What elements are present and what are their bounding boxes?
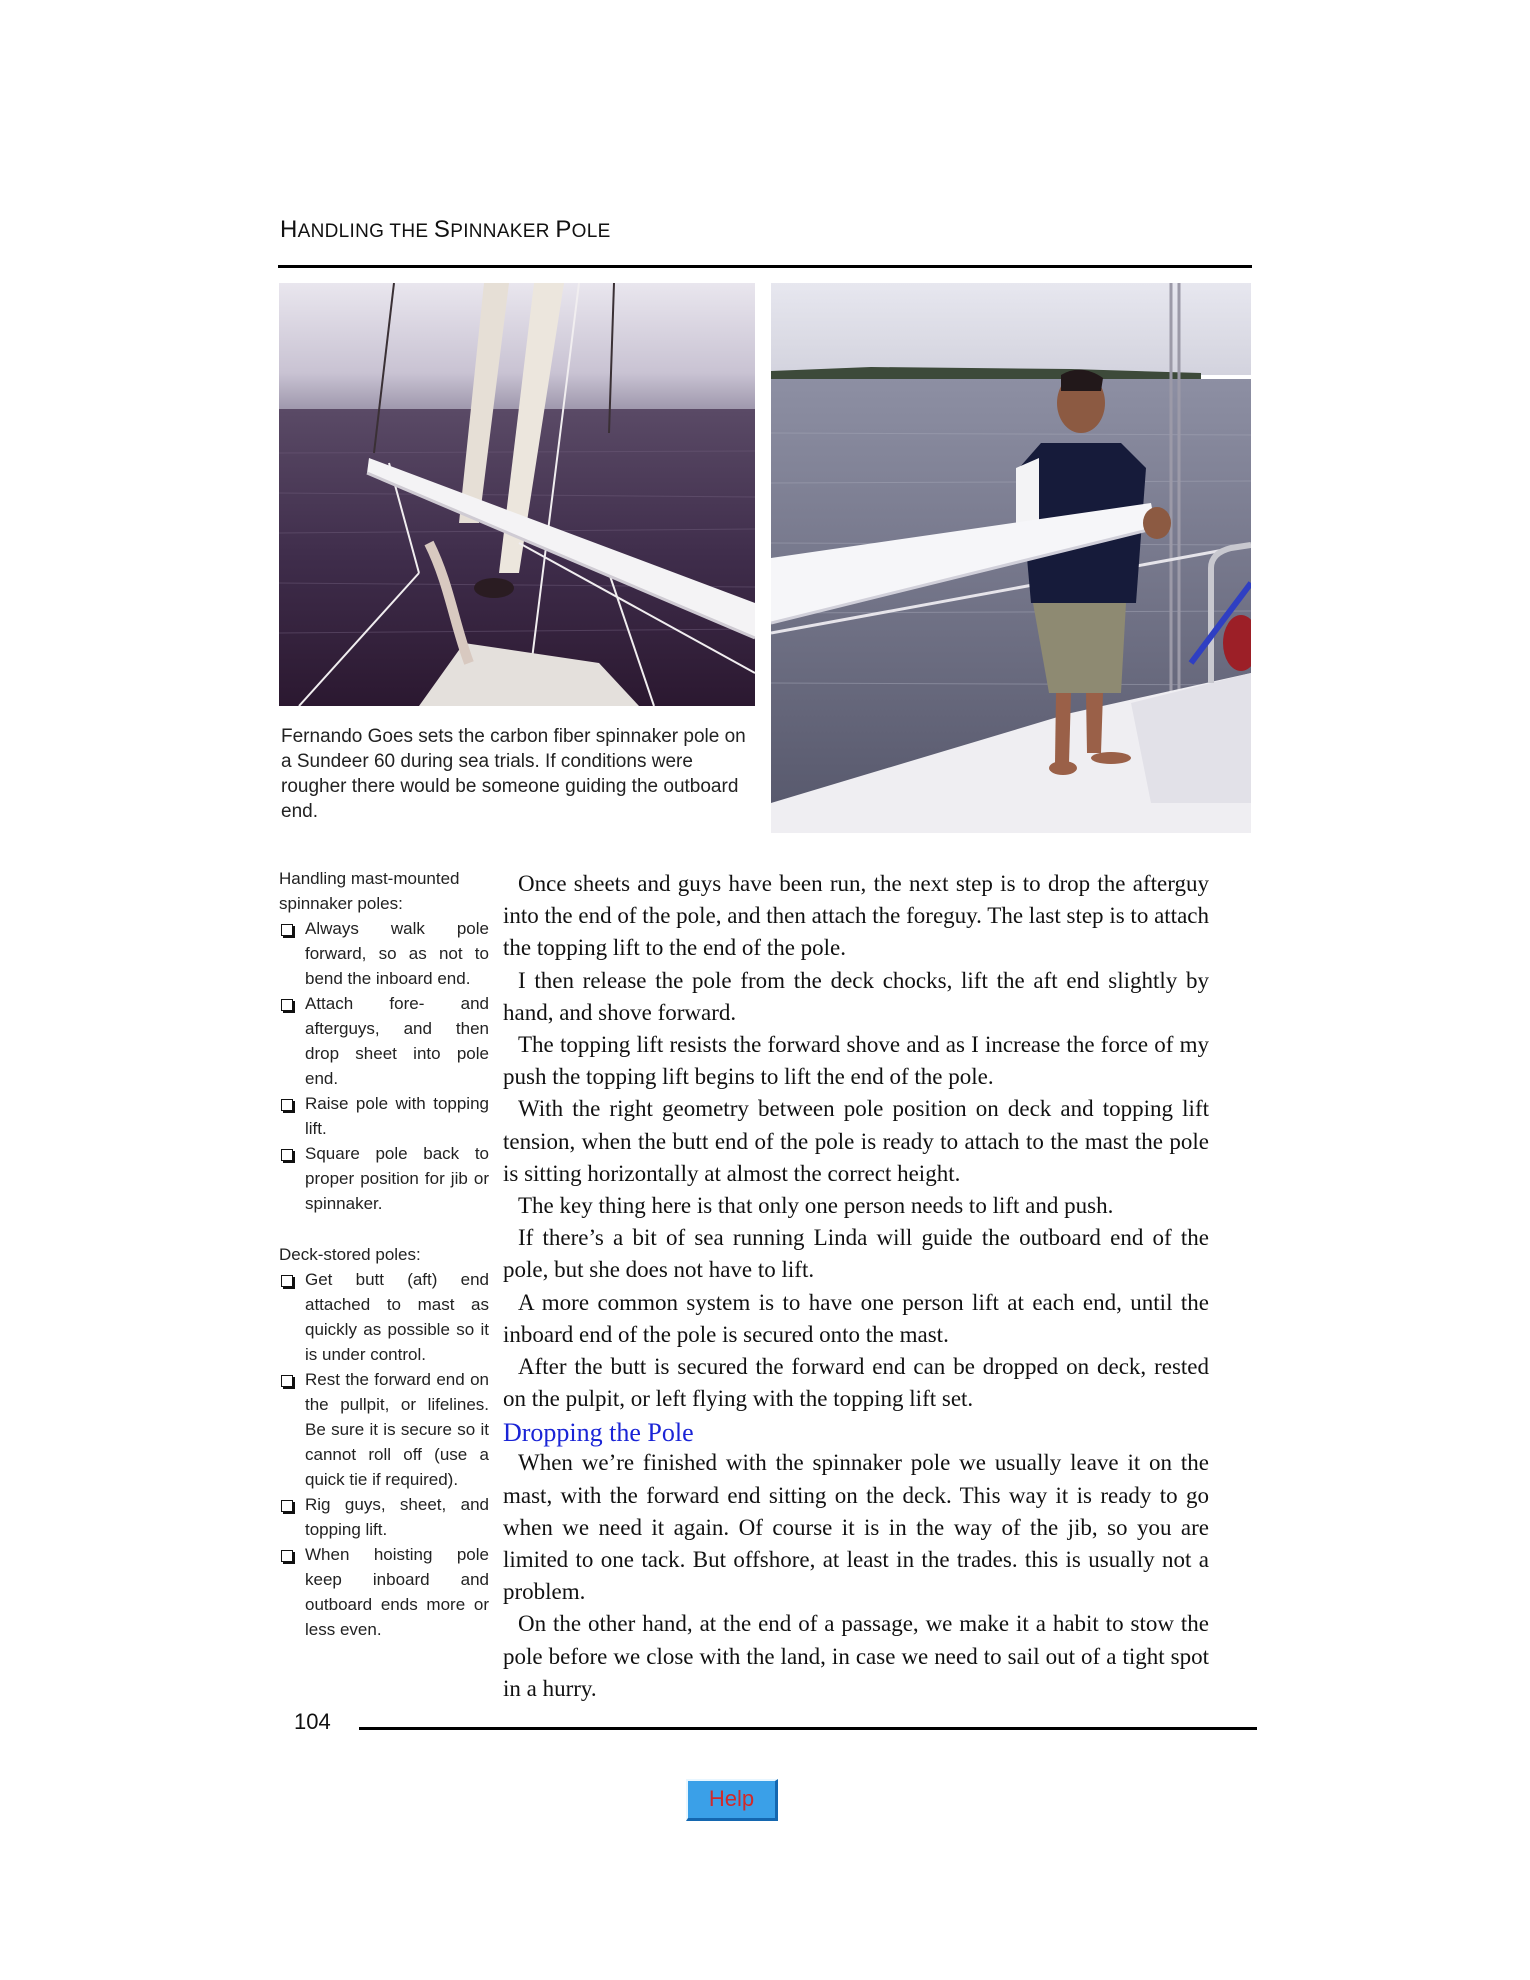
page-title [280,216,611,244]
checklist-item-text: When hoisting pole keep inboard and outboard ends more or less even. [305,1545,489,1639]
sidebar-heading-mast-mounted: Handling mast-mounted spinnaker poles: [279,869,460,913]
sidebar-heading-deck-stored: Deck-stored poles: [279,1245,421,1264]
paragraph: After the butt is secured the forward end can be dropped on deck, rested on the pulpit, or left flying with the topping lift set. [503,1354,1209,1412]
body-text [503,868,1209,1705]
paragraph: I then release the pole from the deck chocks, lift the aft end slightly by hand, and shove forward. [503,967,1209,1025]
paragraph: The key thing here is that only one person needs to lift and push. [518,1193,1114,1219]
checklist-item-text: Square pole back to proper position for jib or spinnaker. [305,1144,489,1213]
checklist-item [279,1367,489,1492]
photo-man-image [771,283,1251,833]
title-cap-2: S [433,216,451,243]
checkbox-icon [281,1099,293,1111]
paragraph: A more common system is to have one person lift at each end, until the inboard end of the pole is secured onto the mast. [503,1289,1209,1347]
checklist-item-text: Rig guys, sheet, and topping lift. [305,1495,489,1539]
header-rule [278,265,1252,268]
photo-bow-spinnaker-pole [279,283,755,706]
section-heading-dropping-the-pole: Dropping the Pole [503,1418,694,1448]
checklist-item [279,916,489,991]
checkbox-icon [281,1550,293,1562]
checkbox-icon [281,1375,293,1387]
photo-caption: Fernando Goes sets the carbon fiber spinnaker pole on a Sundeer 60 during sea trials. If conditions were rougher there would be someone guiding the outboard end. [281,726,746,822]
title-cap-1: H [280,216,298,243]
paragraph: Once sheets and guys have been run, the next step is to drop the afterguy into the end of the pole, and then attach the foreguy. The last step is to attach the topping lift to the end of the pole. [503,871,1209,961]
checklist-item [279,1091,489,1141]
sidebar-checklist [279,866,489,1642]
checklist-item-text: Raise pole with topping lift. [305,1094,489,1138]
paragraph: When we’re finished with the spinnaker pole we usually leave it on the mast, with the forward end sitting on the deck. This way it is ready to go when we need it again. Of course it is in the way of the jib, so you are limited to one tack. But offshore, at least in the trades. this is usually not a problem. [503,1450,1209,1605]
checklist-item [279,991,489,1091]
photo-man-holding-pole [771,283,1251,833]
checkbox-icon [281,924,293,936]
title-rest-1: ANDLING THE [297,221,434,242]
paragraph: The topping lift resists the forward shove and as I increase the force of my push the topping lift begins to lift the end of the pole. [503,1032,1209,1090]
checklist-item-text: Always walk pole forward, so as not to bend the inboard end. [305,919,489,988]
checklist-item [279,1542,489,1642]
photo-bow-image [279,283,755,706]
checkbox-icon [281,999,293,1011]
page-number: 104 [294,1709,331,1734]
paragraph: On the other hand, at the end of a passage, we make it a habit to stow the pole before we close with the land, in case we need to sail out of a tight spot in a hurry. [503,1611,1209,1701]
checklist-item-text: Rest the forward end on the pullpit, or lifelines. Be sure it is secure so it cannot roll off (use a quick tie if required). [305,1370,489,1489]
checkbox-icon [281,1500,293,1512]
deck-stored-checklist [279,1267,489,1642]
checklist-item [279,1141,489,1216]
checklist-item-text: Get butt (aft) end attached to mast as quickly as possible so it is under control. [305,1270,489,1364]
title-rest-3: OLE [571,221,611,242]
paragraph: If there’s a bit of sea running Linda will guide the outboard end of the pole, but she does not have to lift. [503,1225,1209,1283]
footer-rule [359,1727,1257,1730]
title-cap-3: P [555,216,572,243]
paragraph: With the right geometry between pole position on deck and topping lift tension, when the butt end of the pole is ready to attach to the mast the pole is sitting horizontally at almost the correct height. [503,1096,1209,1186]
mast-mounted-checklist [279,916,489,1216]
title-rest-2: PINNAKER [450,221,556,242]
help-button[interactable]: Help [686,1779,778,1821]
checklist-item [279,1267,489,1367]
checklist-item-text: Attach fore- and afterguys, and then drop sheet into pole end. [305,994,489,1088]
checklist-item [279,1492,489,1542]
checkbox-icon [281,1149,293,1161]
checkbox-icon [281,1275,293,1287]
